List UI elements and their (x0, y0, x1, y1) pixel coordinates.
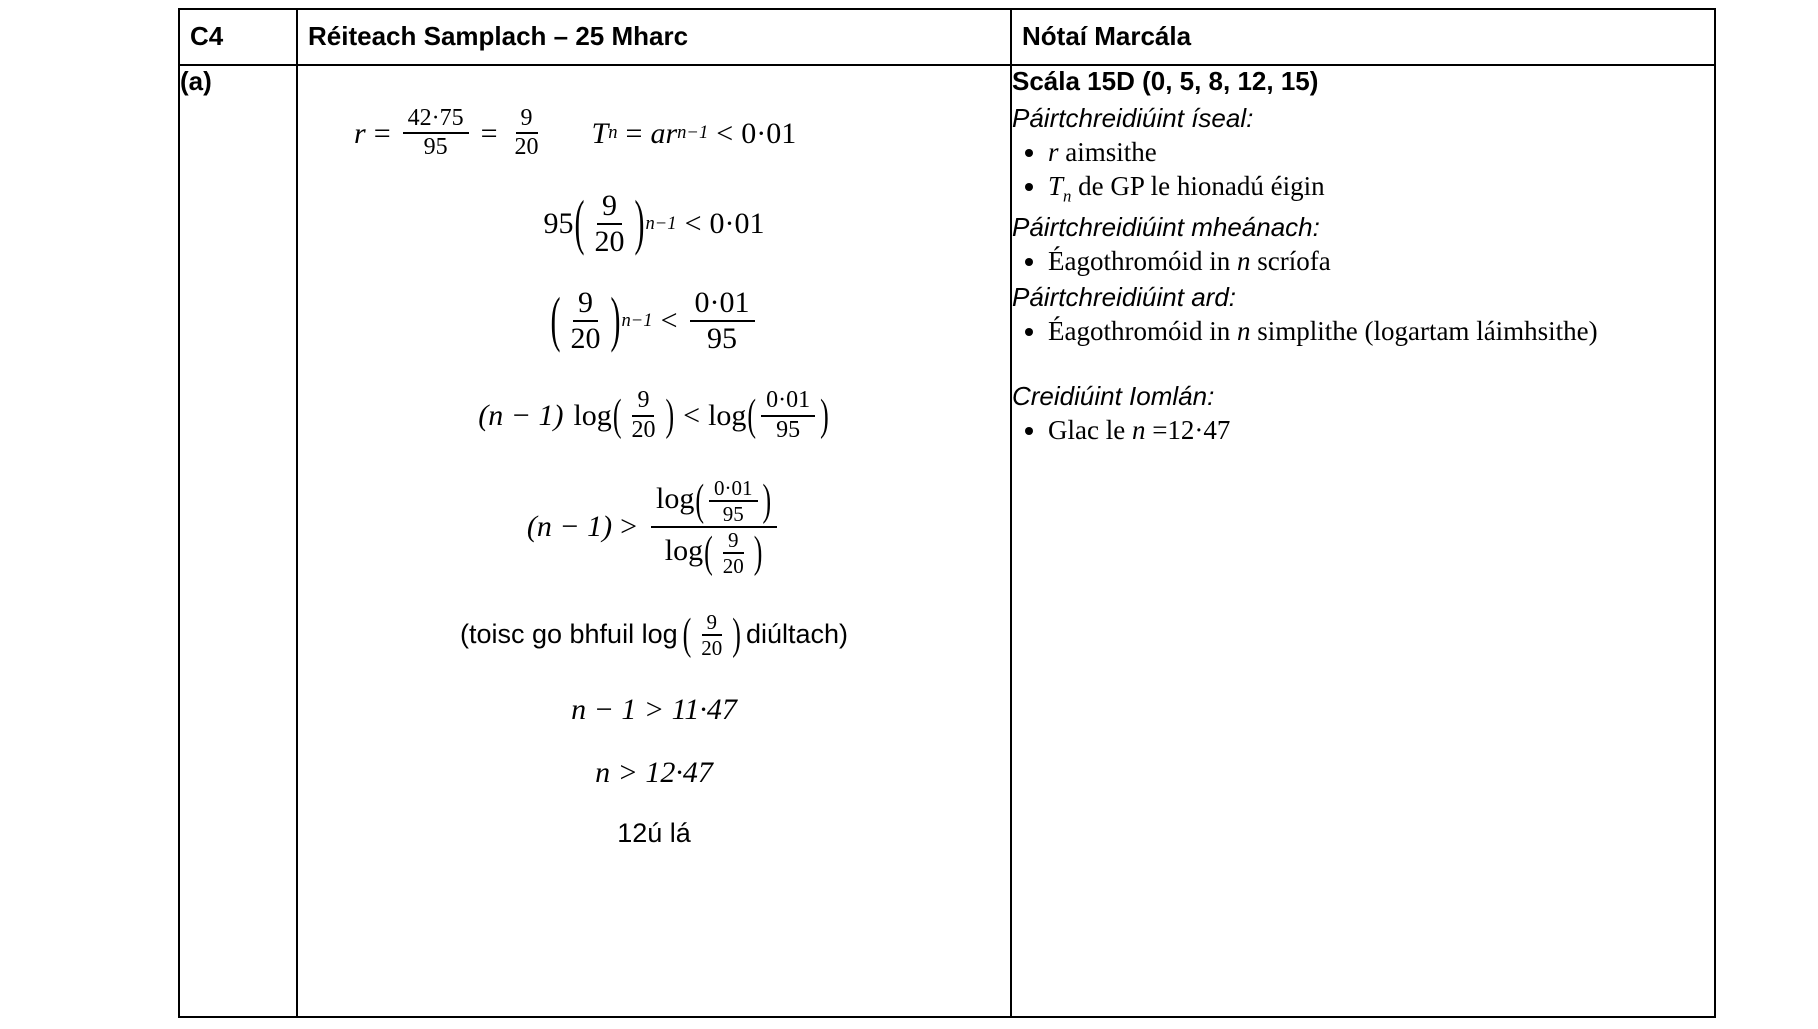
fraction-9-over-20-e (718, 529, 749, 577)
fraction-0-01-over-95-c (709, 477, 758, 525)
fraction-denominator: 95 (707, 321, 738, 355)
right-paren: ) (665, 390, 675, 440)
header-question-label: C4 (190, 20, 224, 51)
fraction-9-over-20-a (510, 106, 544, 160)
table-header-row (179, 9, 1715, 65)
header-question-cell (179, 9, 297, 65)
term-T-subscript: n (608, 121, 618, 143)
fraction-denominator: 95 (722, 501, 744, 526)
lhs-n-minus-1-a: (n − 1) (478, 399, 564, 433)
solution-steps (298, 106, 1010, 849)
lhs-n-minus-1-b: (n − 1) (526, 510, 613, 544)
left-paren: ( (682, 609, 692, 659)
item-text-pre: Éagothromóid in (1048, 245, 1237, 276)
fraction-numerator: 0·01 (690, 287, 755, 322)
exponent-n-minus-1: n−1 (621, 309, 653, 331)
log-quotient-fraction (651, 477, 777, 577)
item-text-pre: Éagothromóid in (1048, 316, 1237, 347)
right-paren: ) (610, 286, 621, 354)
scale-title: Scála 15D (0, 5, 8, 12, 15) (1012, 66, 1319, 96)
left-paren: ( (695, 475, 704, 525)
high-partial-credit-list (1012, 315, 1714, 348)
fraction-9-over-20-d (626, 388, 660, 442)
solution-line-9 (298, 819, 1010, 849)
header-notes-cell (1011, 9, 1715, 65)
log-label-bottom: log (664, 533, 704, 567)
item-text-post: =12·47 (1145, 414, 1231, 445)
left-paren: ( (612, 390, 622, 440)
notes-spacer (1012, 351, 1714, 377)
value-0-01-a: 0·01 (741, 116, 797, 150)
item-text: aimsithe (1058, 137, 1157, 167)
inequality-n: n > 12·47 (595, 756, 713, 790)
fraction-denominator: 20 (722, 553, 744, 578)
variable-r: r (1048, 137, 1059, 167)
fraction-0-01-over-95-b (761, 388, 815, 442)
mid-partial-credit-list (1012, 245, 1714, 278)
item-text: de GP le hionadú éigin (1071, 171, 1325, 202)
list-item (1048, 414, 1714, 447)
less-than-2: < (684, 207, 702, 241)
equals-2: = (480, 116, 498, 150)
fraction-42-75-over-95 (403, 106, 469, 160)
less-than-3: < (660, 304, 678, 338)
greater-than-1: > (620, 510, 637, 544)
fraction-numerator: 0·01 (761, 388, 815, 416)
log-label-2: log (708, 399, 747, 433)
parenthesised-fraction-4a (612, 388, 675, 442)
left-paren: ( (704, 527, 713, 577)
answer-day: 12ú lá (617, 818, 691, 849)
right-paren: ) (732, 609, 741, 659)
log-label-1: log (573, 399, 612, 433)
mid-partial-credit-heading: Páirtchreidiúint mheánach: (1012, 211, 1320, 242)
fraction-denominator: 95 (423, 134, 448, 161)
parenthesised-fraction-2 (573, 190, 645, 257)
parenthesised-fraction-6 (682, 611, 742, 659)
item-text-pre: Glac le (1048, 414, 1132, 445)
fraction-numerator: 9 (516, 106, 538, 134)
parenthesised-fraction-5b (703, 529, 763, 577)
fraction-0-01-over-95-a (690, 287, 755, 354)
fraction-9-over-20-c (565, 287, 605, 354)
right-paren: ) (762, 475, 772, 525)
header-solution-label: Réiteach Samplach – 25 Mharc (308, 20, 689, 51)
fraction-denominator (660, 528, 769, 577)
term-T: T (591, 116, 609, 150)
right-paren: ) (820, 390, 829, 440)
solution-line-7 (298, 693, 1010, 726)
parenthesised-fraction-4b (746, 388, 829, 442)
note-text-after: diúltach) (745, 619, 849, 650)
fraction-numerator: 9 (723, 529, 744, 554)
less-than-1: < (716, 116, 734, 150)
exponent-n-minus-1: n−1 (645, 212, 677, 234)
marking-notes-cell (1011, 65, 1715, 1017)
fraction-numerator (651, 477, 777, 528)
part-label: (a) (180, 66, 212, 96)
list-item (1048, 136, 1714, 169)
variable-n: n (1131, 414, 1146, 445)
fraction-numerator: 0·01 (709, 477, 758, 502)
inequality-n-minus-1: n − 1 > 11·47 (571, 693, 737, 727)
item-text-post: scríofa (1250, 245, 1331, 276)
fraction-denominator: 20 (594, 224, 625, 258)
table-body-row (179, 65, 1715, 1017)
part-label-cell (179, 65, 297, 1017)
fraction-9-over-20-f (696, 611, 727, 659)
fraction-9-over-20-b (589, 190, 629, 257)
parenthesised-fraction-5a (694, 477, 772, 525)
low-partial-credit-list (1012, 136, 1714, 208)
left-paren: ( (747, 390, 757, 440)
value-0-01-b: 0·01 (709, 207, 765, 241)
note-text-before: (toisc go bhfuil log (459, 619, 678, 650)
left-paren: ( (550, 286, 561, 354)
fraction-numerator: 9 (573, 287, 598, 322)
fraction-denominator: 20 (701, 635, 723, 660)
fraction-denominator: 20 (514, 134, 539, 161)
list-item (1048, 315, 1714, 348)
variable-n: n (1236, 316, 1251, 347)
fraction-numerator: 9 (632, 388, 654, 416)
right-paren: ) (753, 527, 763, 577)
equals-1: = (373, 116, 391, 150)
term-T-subscript: n (1063, 186, 1072, 206)
marking-scheme-table (178, 8, 1716, 1018)
less-than-4: < (683, 399, 701, 433)
parenthesised-fraction-3 (549, 287, 621, 354)
list-item (1048, 245, 1714, 278)
solution-line-6 (298, 611, 1010, 659)
high-partial-credit-heading: Páirtchreidiúint ard: (1012, 282, 1236, 313)
fraction-numerator: 42·75 (403, 106, 469, 134)
term-T: T (1048, 171, 1064, 202)
full-credit-list (1012, 414, 1714, 447)
fraction-numerator: 9 (702, 611, 723, 636)
fraction-numerator: 9 (597, 190, 622, 225)
solution-line-2 (298, 190, 1010, 257)
solution-line-8 (298, 756, 1010, 789)
full-credit-heading: Creidiúint Iomlán: (1012, 380, 1215, 411)
exponent-n-minus-1: n−1 (677, 121, 709, 143)
coefficient-a: a (650, 116, 666, 150)
solution-line-1 (298, 106, 1010, 160)
ratio-r: r (665, 116, 678, 150)
fraction-denominator: 20 (570, 321, 601, 355)
left-paren: ( (574, 189, 585, 257)
solution-cell (297, 65, 1011, 1017)
solution-line-4 (298, 388, 1010, 442)
right-paren: ) (634, 189, 645, 257)
equals-3: = (625, 116, 643, 150)
coefficient-95: 95 (543, 207, 574, 241)
list-item (1048, 170, 1714, 207)
fraction-denominator: 20 (631, 416, 656, 443)
variable-r: r (354, 116, 366, 150)
variable-n: n (1236, 245, 1251, 276)
header-solution-cell (297, 9, 1011, 65)
fraction-denominator: 95 (776, 416, 801, 443)
low-partial-credit-heading: Páirtchreidiúint íseal: (1012, 103, 1254, 133)
log-label-top: log (655, 481, 695, 515)
header-notes-label: Nótaí Marcála (1022, 20, 1192, 51)
solution-line-5 (298, 477, 1010, 577)
item-text-post: simplithe (logartam láimhsithe) (1250, 316, 1598, 347)
solution-line-3 (298, 287, 1010, 354)
